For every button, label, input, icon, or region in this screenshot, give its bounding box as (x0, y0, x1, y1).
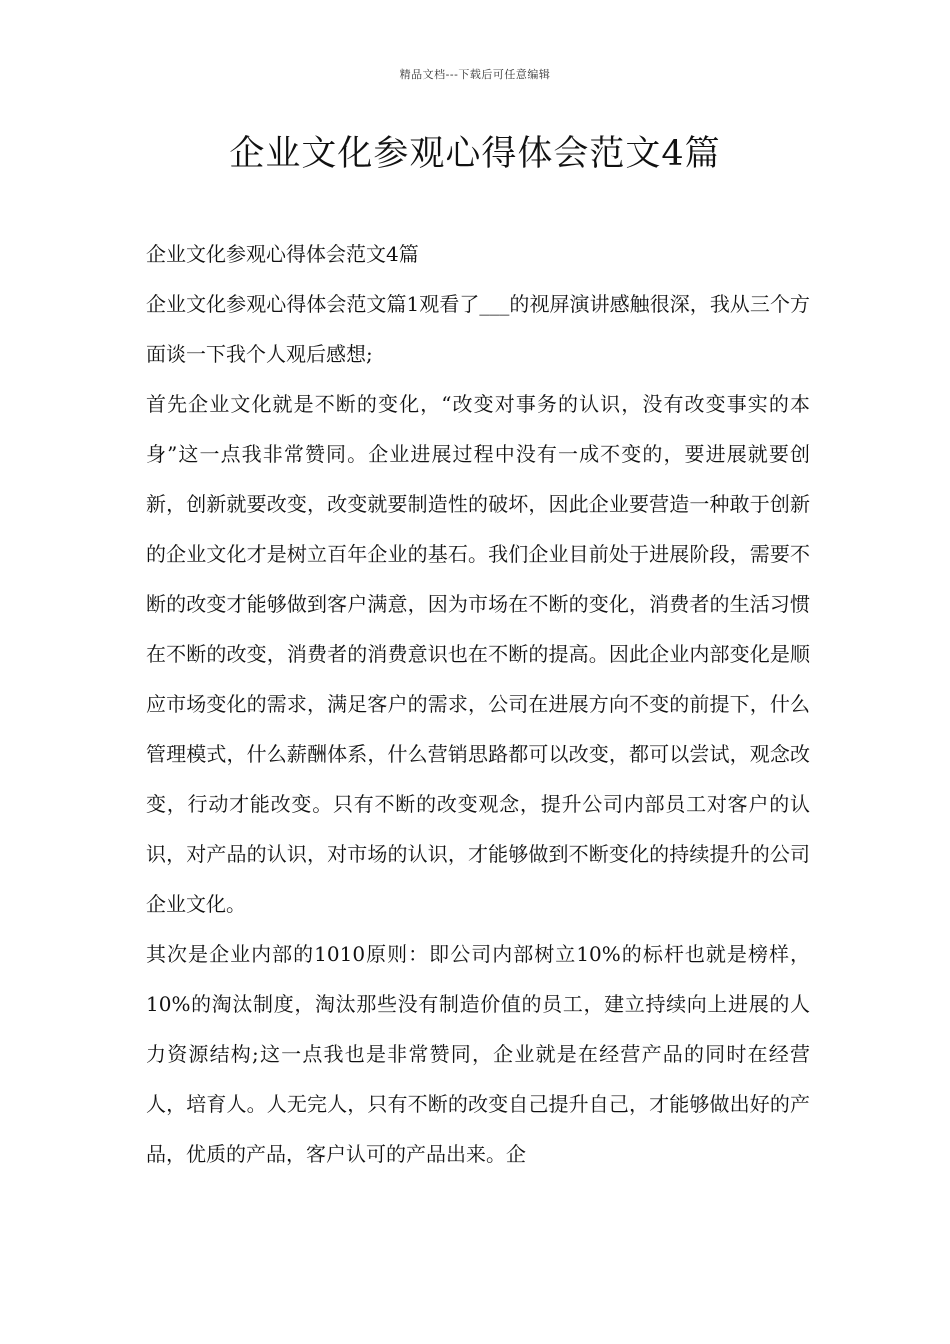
paragraph-second-point: 其次是企业内部的1010原则：即公司内部树立10%的标杆也就是榜样，10%的淘汰制度，淘汰那些没有制造价值的员工，建立持续向上进展的人力资源结构;这一点我也是非常赞同，企业就是在经营产品的同时在经营人，培育人。人无完人，只有不断的改变自己提升自己，才能够做出好的产品，优质的产品，客户认可的产品出来。企 (146, 942, 810, 1166)
paragraph-subtitle: 企业文化参观心得体会范文4篇 (146, 242, 419, 266)
document-body (146, 229, 810, 1179)
paragraph-first-point: 首先企业文化就是不断的变化，“改变对事务的认识，没有改变事实的本身”这一点我非常赞同。企业进展过程中没有一成不变的，要进展就要创新，创新就要改变，改变就要制造性的破坏，因此企业要营造一种敢于创新的企业文化才是树立百年企业的基石。我们企业目前处于进展阶段，需要不断的改变才能够做到客户满意，因为市场在不断的变化，消费者的生活习惯在不断的改变，消费者的消费意识也在不断的提高。因此企业内部变化是顺应市场变化的需求，满足客户的需求，公司在进展方向不变的前提下，什么管理模式，什么薪酬体系，什么营销思路都可以改变，都可以尝试，观念改变，行动才能改变。只有不断的改变观念，提升公司内部员工对客户的认识，对产品的认识，对市场的认识，才能够做到不断变化的持续提升的公司企业文化。 (146, 392, 810, 916)
paragraph-intro: 企业文化参观心得体会范文篇1观看了___的视屏演讲感触很深，我从三个方面谈一下我个人观后感想; (146, 292, 810, 366)
header-note: 精品文档---下载后可任意编辑 (399, 68, 551, 81)
document-title: 企业文化参观心得体会范文4篇 (229, 134, 721, 174)
